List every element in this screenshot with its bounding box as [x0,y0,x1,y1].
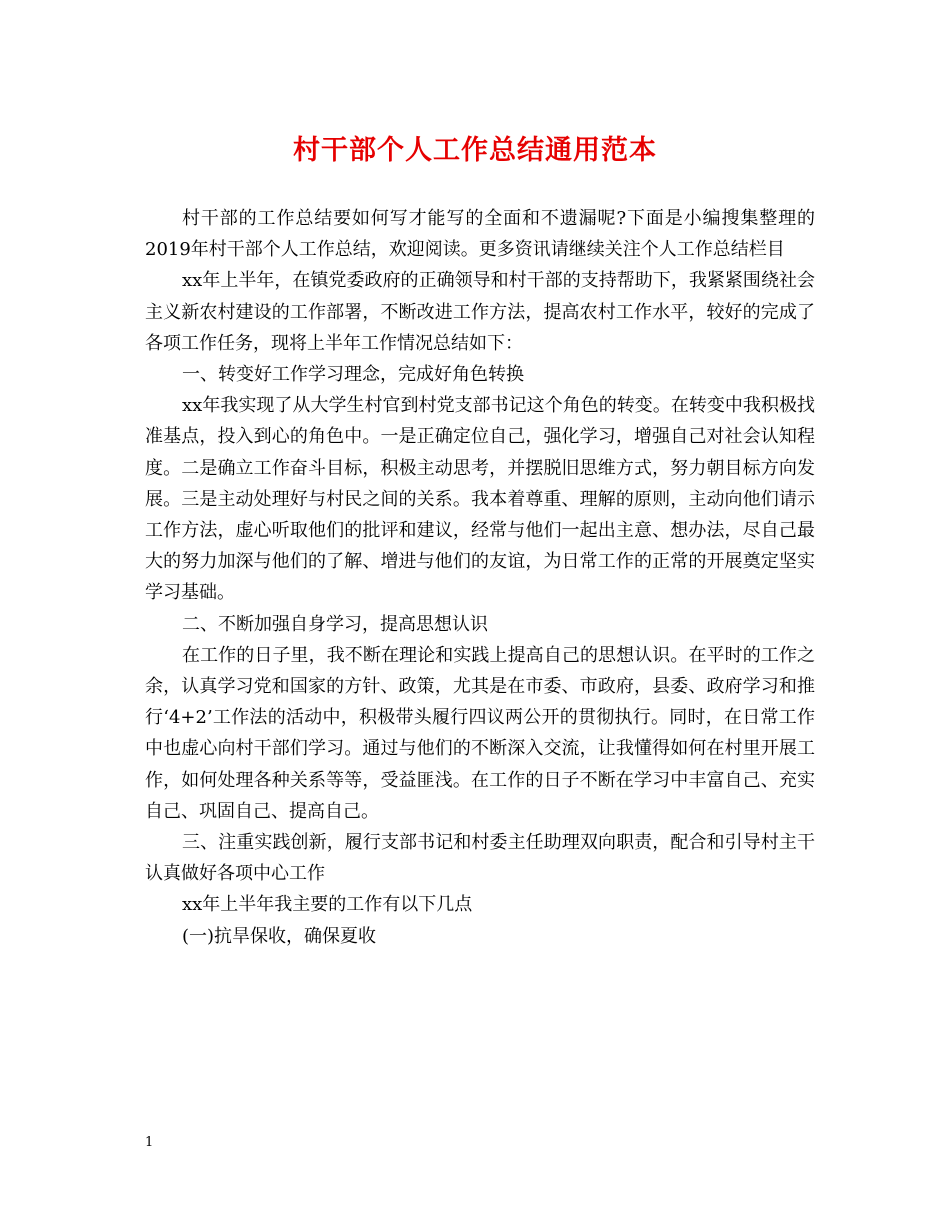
paragraph: 在工作的日子里，我不断在理论和实践上提高自己的思想认识。在平时的工作之余，认真学习党和国家的方针、政策，尤其是在市委、市政府，县委、政府学习和推行‘4+2’工作法的活动中，积极带头履行四议两公开的贯彻执行。同时，在日常工作中也虚心向村干部们学习。通过与他们的不断深入交流，让我懂得如何在村里开展工作，如何处理各种关系等等，受益匪浅。在工作的日子不断在学习中丰富自己、充实自己、巩固自己、提高自己。 [145,644,815,822]
document-title: 村干部个人工作总结通用范本 [293,135,657,166]
paragraph: xx年上半年，在镇党委政府的正确领导和村干部的支持帮助下，我紧紧围绕社会主义新农村建设的工作部署，不断改进工作方法，提高农村工作水平，较好的完成了各项工作任务，现将上半年工作情况总结如下： [145,270,815,354]
document-body [145,203,815,952]
paragraph: 村干部的工作总结要如何写才能写的全面和不遗漏呢?下面是小编搜集整理的2019年村干部个人工作总结，欢迎阅读。更多资讯请继续关注个人工作总结栏目 [145,208,815,261]
section-heading: 三、注重实践创新，履行支部书记和村委主任助理双向职责，配合和引导村主干认真做好各项中心工作 [145,832,815,885]
sub-heading: (一)抗旱保收，确保夏收 [182,925,377,947]
paragraph: xx年我实现了从大学生村官到村党支部书记这个角色的转变。在转变中我积极找准基点，投入到心的角色中。一是正确定位自己，强化学习，增强自己对社会认知程度。二是确立工作奋斗目标，积极主动思考，并摆脱旧思维方式，努力朝目标方向发展。三是主动处理好与村民之间的关系。我本着尊重、理解的原则，主动向他们请示工作方法，虚心听取他们的批评和建议，经常与他们一起出主意、想办法，尽自己最大的努力加深与他们的了解、增进与他们的友谊，为日常工作的正常的开展奠定坚实学习基础。 [145,395,815,604]
section-heading: 一、转变好工作学习理念，完成好角色转换 [182,364,524,386]
section-heading: 二、不断加强自身学习，提高思想认识 [182,613,488,635]
paragraph: xx年上半年我主要的工作有以下几点 [182,894,473,916]
page-number: 1 [145,1135,154,1150]
